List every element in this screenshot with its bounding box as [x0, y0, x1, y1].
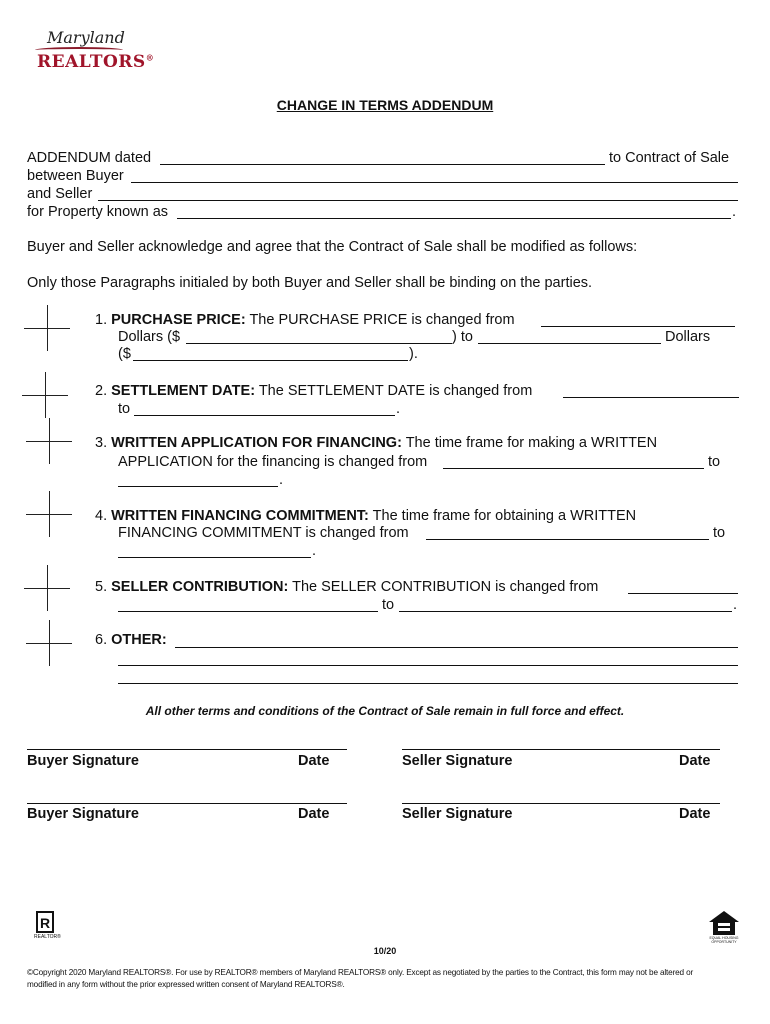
p6-other-field-1[interactable]	[175, 647, 738, 648]
p2-line1: 2. SETTLEMENT DATE: The SETTLEMENT DATE is changed from	[95, 383, 533, 399]
initial-mark-5[interactable]	[24, 565, 70, 611]
buyer-label: between Buyer	[27, 168, 124, 184]
p2-period: .	[396, 401, 401, 417]
p1-dollars-field[interactable]	[186, 343, 452, 344]
p2-to-field[interactable]	[134, 415, 395, 416]
p3-from-field[interactable]	[443, 468, 704, 469]
p4-period: .	[312, 543, 317, 559]
initial-mark-1[interactable]	[24, 305, 70, 351]
seller-date-label-1: Date	[679, 753, 711, 769]
p1-to-field[interactable]	[478, 343, 661, 344]
realtor-logo-text: REALTOR®	[34, 934, 61, 940]
initial-mark-4[interactable]	[26, 491, 72, 537]
seller-signature-line-2[interactable]	[402, 803, 720, 804]
p1-paren-open: ($	[118, 346, 131, 362]
p1-dollars-open: Dollars ($	[118, 329, 181, 345]
p5-line1: 5. SELLER CONTRIBUTION: The SELLER CONTRIBUTION is changed from	[95, 579, 599, 595]
initial-mark-2[interactable]	[22, 372, 68, 418]
p5-from-field-b[interactable]	[118, 611, 378, 612]
acknowledge-text: Buyer and Seller acknowledge and agree that the Contract of Sale shall be modified as follows:	[27, 239, 638, 255]
buyer-date-label-2: Date	[298, 806, 330, 822]
p5-period: .	[733, 597, 738, 613]
dated-label: ADDENDUM dated	[27, 150, 152, 166]
seller-signature-label-1: Seller Signature	[402, 753, 513, 769]
p5-from-field-a[interactable]	[628, 593, 738, 594]
realtor-logo-icon	[34, 911, 64, 945]
buyer-signature-label-1: Buyer Signature	[27, 753, 139, 769]
p6-other-field-3[interactable]	[118, 683, 738, 684]
p3-to-label: to	[708, 454, 721, 470]
buyer-signature-label-2: Buyer Signature	[27, 806, 139, 822]
p4-line2: FINANCING COMMITMENT is changed from	[118, 525, 409, 541]
contract-label: to Contract of Sale	[609, 150, 730, 166]
logo-word-text: REALTORS®	[37, 52, 155, 72]
p4-line1: 4. WRITTEN FINANCING COMMITMENT: The time frame for obtaining a WRITTEN	[95, 508, 637, 524]
p4-to-field[interactable]	[118, 557, 311, 558]
full-force-note: All other terms and conditions of the Contract of Sale remain in full force and effect.	[145, 704, 625, 718]
p1-to-label: ) to	[452, 329, 473, 345]
seller-label: and Seller	[27, 186, 93, 202]
page-title: CHANGE IN TERMS ADDENDUM	[276, 97, 494, 113]
revision-date: 10/20	[373, 946, 397, 956]
initial-mark-3[interactable]	[26, 418, 72, 464]
p3-line1: 3. WRITTEN APPLICATION FOR FINANCING: The time frame for making a WRITTEN	[95, 435, 658, 451]
p2-to-label: to	[118, 401, 131, 417]
p2-from-field[interactable]	[563, 397, 739, 398]
p6-line1: 6. OTHER:	[95, 632, 167, 648]
svg-text:R: R	[40, 915, 51, 931]
p1-dollars-label: Dollars	[665, 329, 711, 345]
logo-script-text: Maryland	[47, 28, 125, 47]
p1-paren-close: ).	[409, 346, 418, 362]
initialed-text: Only those Paragraphs initialed by both Buyer and Seller shall be binding on the parties.	[27, 275, 593, 291]
dated-field[interactable]	[160, 164, 605, 165]
copyright-line-1: ©Copyright 2020 Maryland REALTORS®. For use by REALTOR® members of Maryland REALTORS® only. Except as negotiated by the parties to the Contract, this form may not be altered or	[27, 968, 694, 977]
property-period: .	[732, 204, 737, 220]
p3-period: .	[279, 472, 284, 488]
p5-to-field[interactable]	[399, 611, 732, 612]
p1-from-field[interactable]	[541, 326, 735, 327]
equal-housing-icon	[708, 910, 740, 944]
p4-to-label: to	[713, 525, 726, 541]
buyer-signature-line-2[interactable]	[27, 803, 347, 804]
p6-other-field-2[interactable]	[118, 665, 738, 666]
maryland-realtors-logo	[33, 28, 155, 72]
p3-to-field[interactable]	[118, 486, 278, 487]
seller-signature-line-1[interactable]	[402, 749, 720, 750]
property-field[interactable]	[177, 218, 731, 219]
buyer-signature-line-1[interactable]	[27, 749, 347, 750]
equal-housing-text: EQUAL HOUSING OPPORTUNITY	[709, 936, 739, 944]
buyer-date-label-1: Date	[298, 753, 330, 769]
p5-to-label: to	[382, 597, 395, 613]
buyer-name-field[interactable]	[131, 182, 738, 183]
p1-amount-field[interactable]	[133, 360, 408, 361]
seller-date-label-2: Date	[679, 806, 711, 822]
seller-signature-label-2: Seller Signature	[402, 806, 513, 822]
p1-line1: 1. PURCHASE PRICE: The PURCHASE PRICE is changed from	[95, 312, 515, 328]
copyright-line-2: modified in any form without the prior expressed written consent of Maryland REALTORS®.	[27, 980, 345, 989]
property-label: for Property known as	[27, 204, 169, 220]
p3-line2: APPLICATION for the financing is changed from	[118, 454, 428, 470]
initial-mark-6[interactable]	[26, 620, 72, 666]
p4-from-field[interactable]	[426, 539, 709, 540]
seller-name-field[interactable]	[98, 200, 738, 201]
